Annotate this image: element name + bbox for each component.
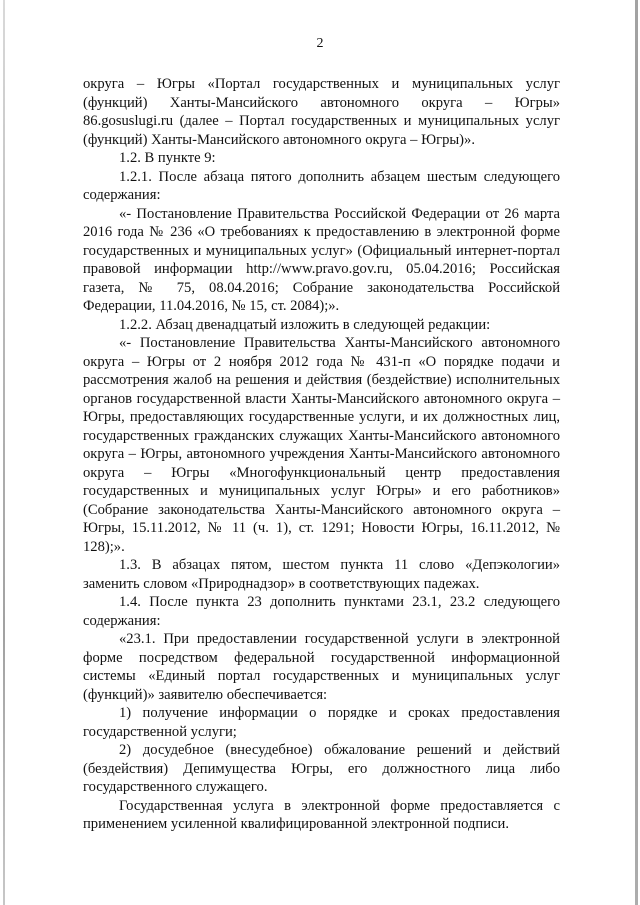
- paragraph-portal-definition: округа – Югры «Портал государственных и муниципальных услуг (функций) Ханты-Мансийского автономного округа – Югры» 86.gosuslugi.ru (далее – Портал государственных и муниципальных услуг (функций) Ханты-Мансийского автономного округа – Югры)».: [83, 76, 560, 148]
- paragraph-1-2-1: 1.2.1. После абзаца пятого дополнить абзацем шестым следующего содержания:: [83, 168, 560, 203]
- paragraph-1-2: 1.2. В пункте 9:: [119, 150, 216, 166]
- list-item-1: 1) получение информации о порядке и сроках предоставления государственной услуги;: [83, 705, 560, 740]
- paragraph-1-3: 1.3. В абзацах пятом, шестом пункта 11 слово «Депэкологии» заменить словом «Природнадзор» в соответствующих падежах.: [83, 557, 560, 592]
- page-number: 2: [316, 36, 324, 51]
- list-item-2: 2) досудебное (внесудебное) обжалование решений и действий (бездействия) Депимущества Югры, его должностного лица либо государственного служащего.: [83, 742, 560, 795]
- paragraph-decree-236: «- Постановление Правительства Российской Федерации от 26 марта 2016 года № 236 «О требованиях к предоставлению в электронной форме государственных и муниципальных услуг» (Официальный интернет-портал правовой информации http://www.pravo.gov.ru, 05.04.2016; Российская газета, № 75, 08.04.2016; Собрание законодательства Российской Федерации, 11.04.2016, № 15, ст. 2084);».: [83, 205, 560, 314]
- document-body: [83, 75, 560, 834]
- paragraph-1-4: 1.4. После пункта 23 дополнить пунктами 23.1, 23.2 следующего содержания:: [83, 594, 560, 629]
- paragraph-23-1: «23.1. При предоставлении государственной услуги в электронной форме посредством федеральной государственной информационной системы «Единый портал государственных и муниципальных услуг (функций)» заявителю обеспечивается:: [83, 631, 560, 703]
- scan-edge-left: [3, 0, 5, 905]
- paragraph-1-2-2: 1.2.2. Абзац двенадцатый изложить в следующей редакции:: [119, 316, 491, 333]
- scan-edge-right: [635, 0, 638, 905]
- paragraph-decree-431: «- Постановление Правительства Ханты-Мансийского автономного округа – Югры от 2 ноября 2012 года № 431-п «О порядке подачи и рассмотрения жалоб на решения и действия (бездействие) исполнительных органов государственной власти Ханты-Мансийского автономного округа – Югры, предоставляющих государственные услуги, и их должностных лиц, государственных гражданских служащих Ханты-Мансийского автономного округа – Югры, автономного учреждения Ханты-Мансийского автономного округа – Югры «Многофункциональный центр предоставления государственных и муниципальных услуг Югры» и его работников» (Собрание законодательства Ханты-Мансийского автономного округа – Югры, 15.11.2012, № 11 (ч. 1), ст. 1291; Новости Югры, 16.11.2012, № 128);».: [83, 335, 560, 555]
- paragraph-electronic-signature: Государственная услуга в электронной форме предоставляется с применением усиленной квалифицированной электронной подписи.: [83, 797, 560, 832]
